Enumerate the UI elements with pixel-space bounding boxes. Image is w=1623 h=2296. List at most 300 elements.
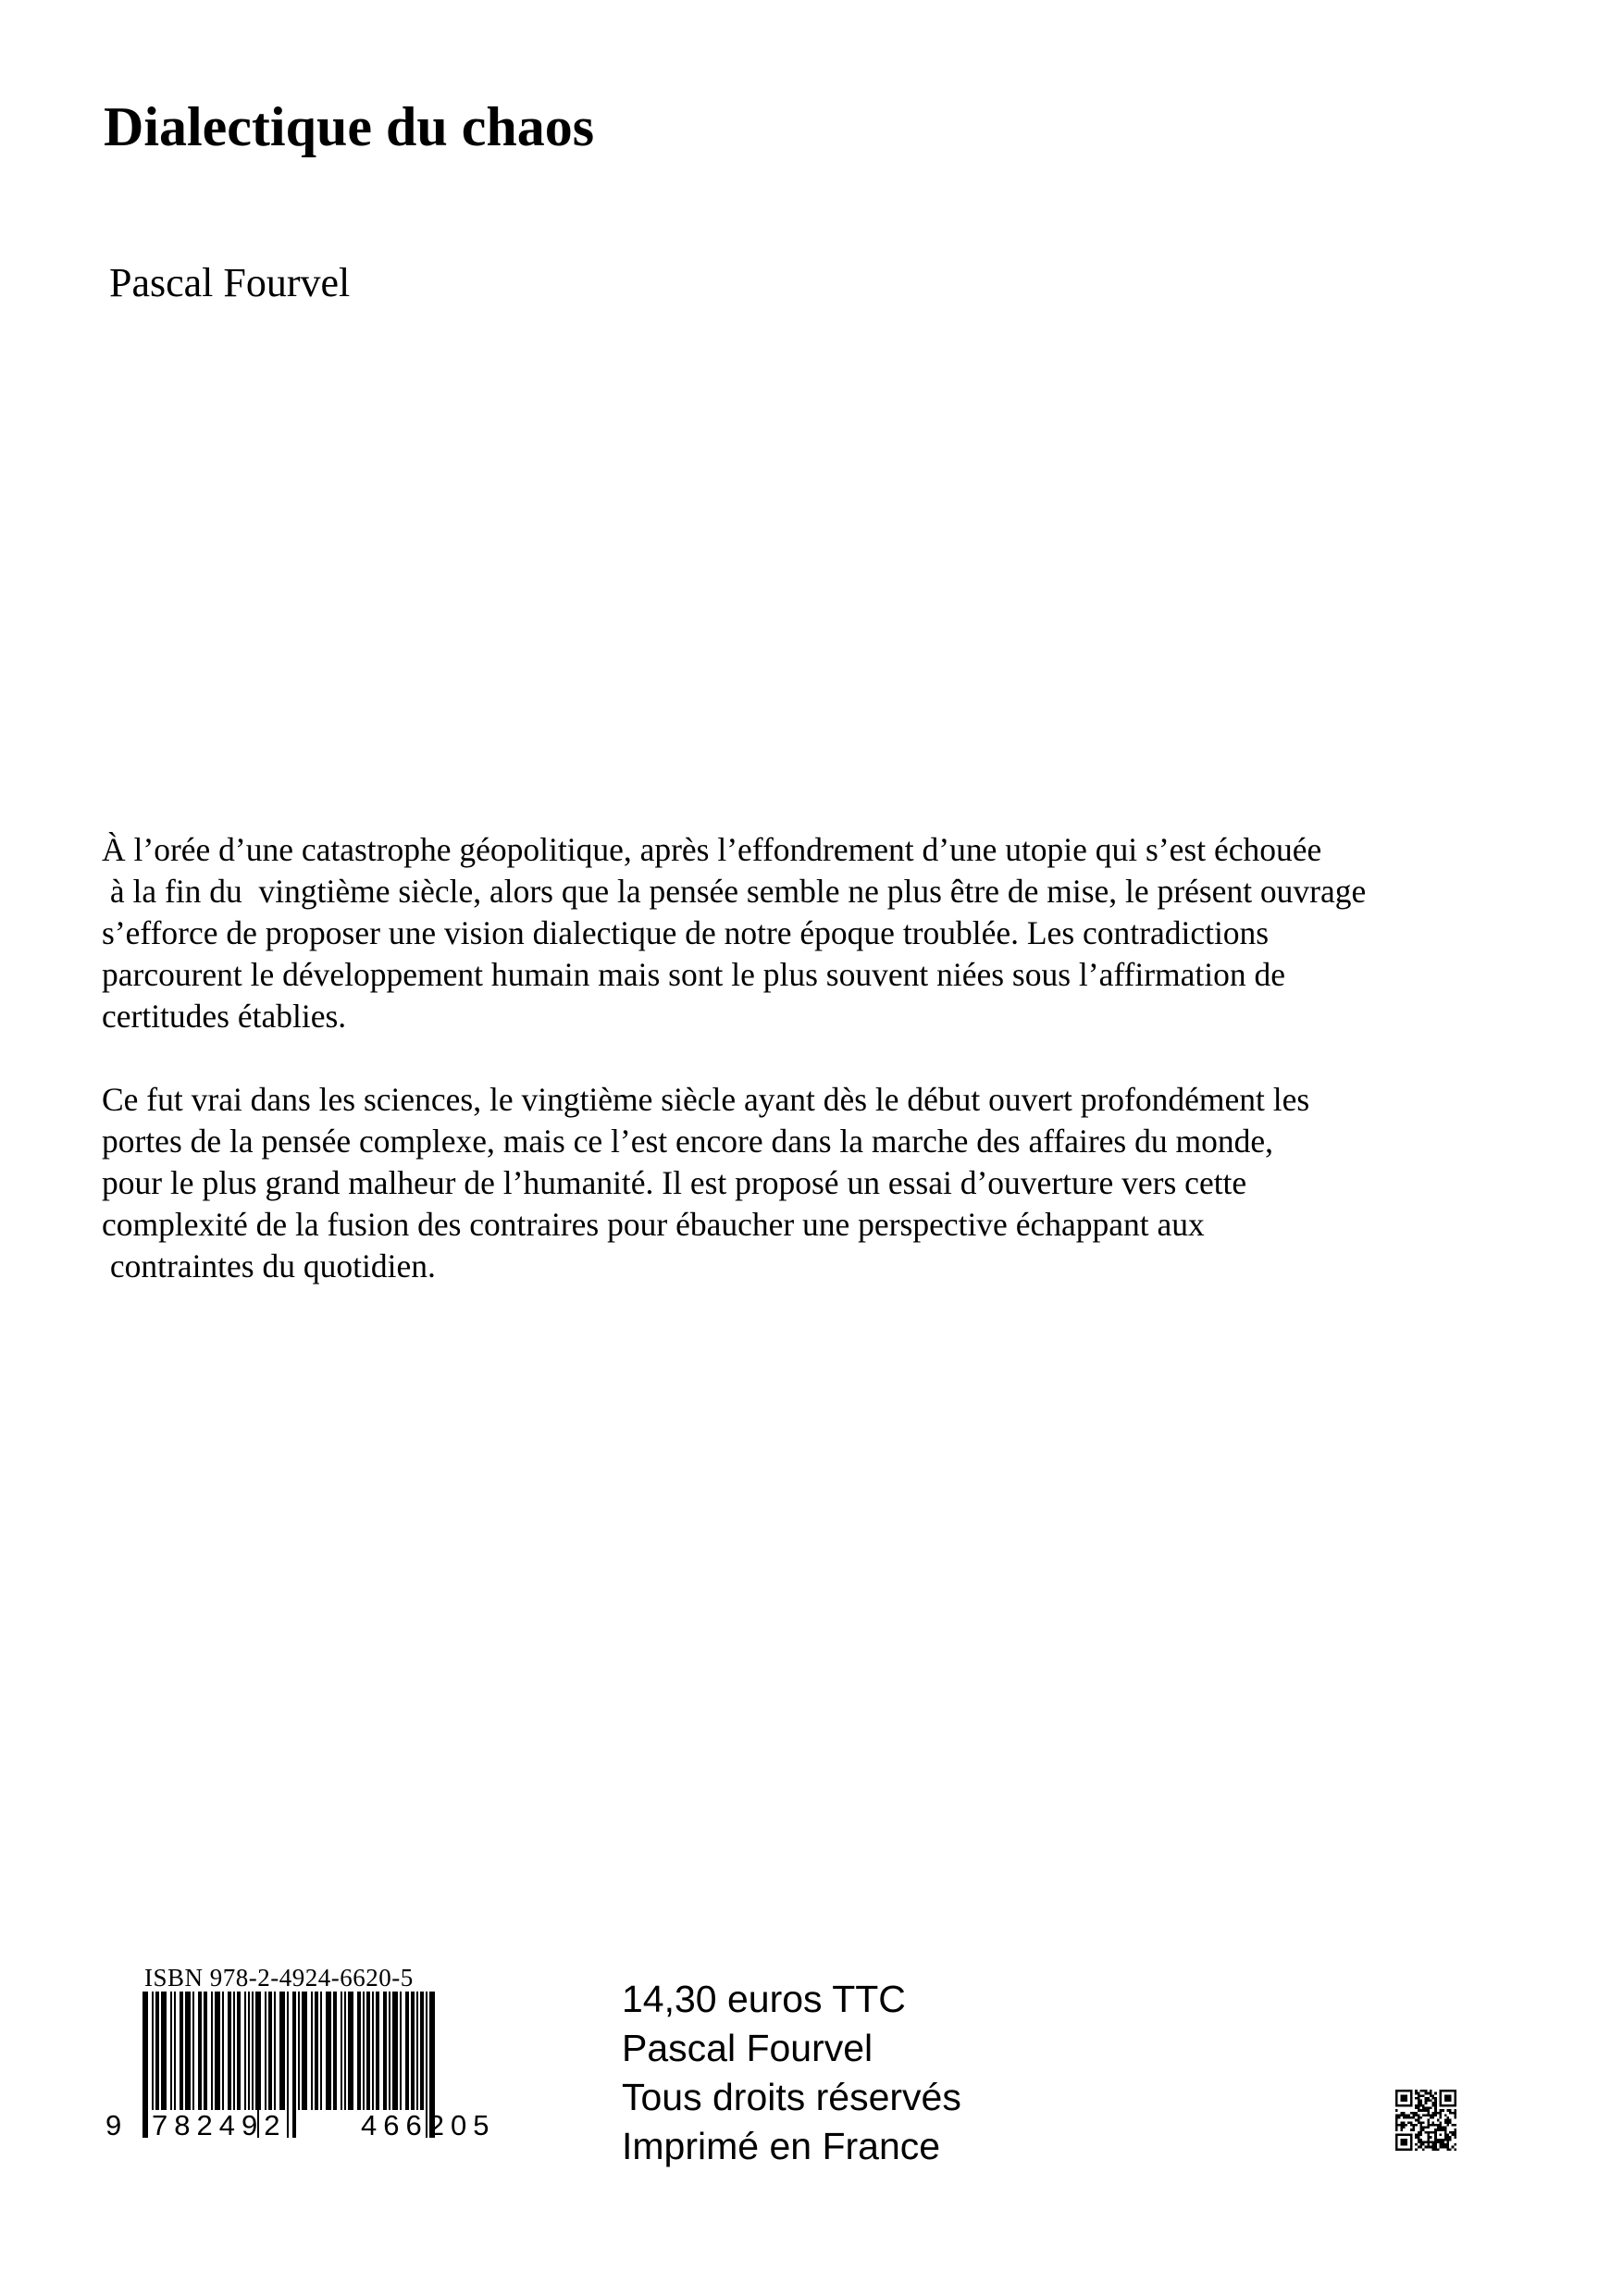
qr-module: [1410, 2116, 1413, 2119]
qr-module: [1418, 2092, 1420, 2095]
qr-module: [1440, 2114, 1443, 2116]
qr-module: [1432, 2143, 1435, 2146]
qr-module: [1422, 2127, 1425, 2129]
printed-in-text: Imprimé en France: [622, 2125, 941, 2167]
qr-module: [1412, 2112, 1415, 2115]
blurb-line: Ce fut vrai dans les sciences, le vingtième siècle ayant dès le début ouvert profondément les: [102, 1081, 1310, 1118]
qr-module: [1430, 2106, 1432, 2109]
qr-module: [1440, 2134, 1443, 2137]
qr-module: [1427, 2146, 1430, 2149]
qr-module: [1415, 2143, 1418, 2146]
qr-module: [1427, 2100, 1430, 2103]
qr-module: [1440, 2143, 1443, 2146]
qr-module: [1422, 2104, 1425, 2107]
qr-module: [1437, 2124, 1440, 2127]
qr-module: [1418, 2131, 1420, 2134]
qr-module: [1395, 2124, 1398, 2127]
qr-module: [1418, 2097, 1420, 2100]
qr-module: [1419, 2128, 1422, 2131]
barcode-bar: [389, 1992, 390, 2110]
barcode-bar: [396, 1992, 398, 2110]
qr-module: [1403, 2127, 1406, 2129]
qr-module: [1425, 2102, 1428, 2104]
qr-module: [1437, 2119, 1440, 2122]
qr-module: [1432, 2131, 1435, 2134]
qr-module: [1427, 2136, 1430, 2139]
barcode-bar: [192, 1992, 194, 2110]
barcode-bar: [292, 1992, 294, 2138]
barcode-bar: [368, 1992, 370, 2110]
qr-module: [1434, 2112, 1437, 2115]
qr-module: [1422, 2109, 1425, 2112]
qr-module: [1400, 2124, 1403, 2127]
qr-module: [1446, 2139, 1449, 2141]
qr-module: [1418, 2136, 1420, 2139]
qr-module: [1449, 2121, 1452, 2124]
barcode-bar: [407, 1992, 409, 2110]
barcode-bar: [163, 1992, 165, 2110]
isbn-barcode: [105, 1964, 498, 2145]
qr-module: [1419, 2127, 1422, 2129]
qr-module: [1444, 2146, 1447, 2149]
qr-module: [1412, 2124, 1415, 2127]
barcode-bar: [348, 1992, 350, 2110]
qr-module: [1434, 2092, 1437, 2095]
qr-module: [1398, 2124, 1401, 2127]
qr-module: [1415, 2136, 1418, 2139]
qr-module: [1430, 2131, 1432, 2134]
barcode-bar: [274, 1992, 276, 2110]
qr-module: [1427, 2127, 1430, 2129]
qr-module: [1442, 2141, 1444, 2143]
qr-module: [1432, 2116, 1435, 2119]
qr-module: [1427, 2097, 1430, 2100]
qr-module: [1444, 2127, 1447, 2129]
qr-module: [1419, 2131, 1422, 2134]
qr-module: [1430, 2090, 1432, 2092]
blurb-paragraph-1: [102, 829, 1582, 1037]
qr-module: [1422, 2128, 1425, 2131]
colophon: [622, 1975, 961, 2171]
qr-module: [1415, 2104, 1418, 2107]
qr-module: [1415, 2112, 1418, 2115]
qr-module: [1432, 2112, 1435, 2115]
barcode-bar: [170, 1992, 172, 2110]
qr-module: [1446, 2146, 1449, 2149]
barcode-bar: [328, 1992, 329, 2110]
qr-module: [1449, 2112, 1452, 2115]
qr-module: [1419, 2141, 1422, 2143]
qr-module: [1449, 2109, 1452, 2112]
barcode-bar: [211, 1992, 213, 2110]
qr-module: [1400, 2121, 1403, 2124]
qr-module: [1422, 2094, 1425, 2097]
qr-module: [1395, 2116, 1398, 2119]
qr-module: [1403, 2116, 1406, 2119]
qr-module: [1432, 2124, 1435, 2127]
qr-module: [1395, 2109, 1398, 2112]
barcode-bar: [363, 1992, 365, 2110]
qr-module: [1427, 2134, 1430, 2137]
qr-module: [1406, 2116, 1408, 2119]
qr-module: [1454, 2148, 1456, 2151]
barcode-bar: [335, 1992, 337, 2110]
barcode-bar: [237, 1992, 239, 2110]
qr-module: [1403, 2114, 1406, 2116]
qr-module: [1454, 2114, 1456, 2116]
isbn-label: ISBN 978-2-4924-6620-5: [144, 1964, 414, 1992]
barcode-bar: [265, 1992, 266, 2110]
qr-module: [1454, 2131, 1456, 2134]
qr-module: [1430, 2136, 1432, 2139]
barcode-bar: [185, 1992, 187, 2110]
qr-module: [1452, 2112, 1455, 2115]
qr-module: [1400, 2112, 1403, 2115]
barcode-bar: [222, 1992, 224, 2110]
qr-module: [1432, 2114, 1435, 2116]
qr-module: [1446, 2136, 1449, 2139]
barcode-bar: [198, 1992, 200, 2110]
qr-module: [1419, 2116, 1422, 2119]
qr-module: [1418, 2102, 1420, 2104]
qr-module: [1425, 2141, 1428, 2143]
barcode-bar: [333, 1992, 335, 2110]
barcode-bar: [233, 1992, 235, 2110]
qr-module: [1440, 2116, 1443, 2119]
barcode-bar: [281, 1992, 283, 2110]
qr-module: [1437, 2127, 1440, 2129]
barcode-bar: [416, 1992, 418, 2110]
barcode-bar: [341, 1992, 342, 2110]
qr-module: [1437, 2112, 1440, 2115]
qr-module: [1419, 2134, 1422, 2137]
barcode-bar: [287, 1992, 289, 2138]
qr-module: [1418, 2104, 1420, 2107]
qr-module: [1434, 2143, 1437, 2146]
qr-module: [1432, 2146, 1435, 2149]
qr-module: [1427, 2143, 1430, 2146]
qr-module: [1410, 2124, 1413, 2127]
qr-module: [1418, 2094, 1420, 2097]
barcode-bar: [217, 1992, 218, 2110]
qr-module: [1427, 2131, 1430, 2134]
barcode-bar: [268, 1992, 270, 2110]
qr-module: [1419, 2139, 1422, 2141]
qr-module: [1446, 2124, 1449, 2127]
qr-module: [1412, 2114, 1415, 2116]
qr-module: [1427, 2119, 1430, 2122]
barcode-bar: [383, 1992, 385, 2110]
qr-module: [1412, 2127, 1415, 2129]
qr-module: [1440, 2112, 1443, 2115]
qr-module: [1407, 2114, 1410, 2116]
qr-module: [1454, 2116, 1456, 2119]
qr-module: [1434, 2106, 1437, 2109]
qr-module: [1422, 2141, 1425, 2143]
qr-module: [1415, 2097, 1418, 2100]
qr-module: [1419, 2124, 1422, 2127]
barcode-bar: [144, 1992, 146, 2138]
qr-module: [1454, 2143, 1456, 2146]
qr-module: [1440, 2124, 1443, 2127]
barcode-bar: [357, 1992, 359, 2110]
barcode-bar: [181, 1992, 183, 2110]
barcode-bar: [161, 1992, 163, 2110]
qr-module: [1452, 2134, 1455, 2137]
qr-module: [1449, 2119, 1452, 2122]
qr-module: [1407, 2121, 1410, 2124]
qr-module: [1406, 2114, 1408, 2116]
qr-module: [1398, 2114, 1401, 2116]
barcode-bar: [255, 1992, 257, 2110]
barcode-bar: [298, 1992, 300, 2110]
qr-module: [1444, 2121, 1447, 2124]
back-cover-blurb: [102, 829, 1582, 1287]
qr-module: [1432, 2121, 1435, 2124]
qr-module: [1427, 2092, 1430, 2095]
barcode-bar: [270, 1992, 272, 2110]
barcode-bar: [204, 1992, 205, 2110]
barcode-bar: [392, 1992, 394, 2110]
barcode-left-digits: 782492: [152, 2109, 287, 2141]
blurb-line: certitudes établies.: [102, 998, 347, 1035]
qr-module: [1415, 2119, 1418, 2122]
qr-module: [1427, 2139, 1430, 2141]
qr-module: [1422, 2106, 1425, 2109]
qr-module: [1422, 2148, 1425, 2151]
qr-module: [1418, 2141, 1420, 2143]
qr-module: [1434, 2146, 1437, 2149]
barcode-bar: [422, 1992, 424, 2110]
qr-module: [1434, 2100, 1437, 2103]
qr-module: [1446, 2121, 1449, 2124]
qr-module: [1400, 2114, 1403, 2116]
qr-module: [1452, 2131, 1455, 2134]
qr-module: [1410, 2112, 1413, 2115]
qr-module: [1403, 2121, 1406, 2124]
barcode-bar: [305, 1992, 307, 2110]
barcode-right-digits: 466205: [361, 2109, 496, 2141]
qr-module: [1442, 2109, 1444, 2112]
barcode-bar: [283, 1992, 285, 2110]
barcode-bar: [200, 1992, 202, 2110]
blurb-line: parcourent le développement humain mais sont le plus souvent niées sous l’affirmation de: [102, 956, 1286, 993]
barcode-bar: [352, 1992, 353, 2110]
barcode-bar: [376, 1992, 378, 2110]
qr-module: [1442, 2143, 1444, 2146]
qr-module: [1418, 2134, 1420, 2137]
barcode-bar: [359, 1992, 361, 2110]
qr-module: [1427, 2141, 1430, 2143]
barcode-bar: [180, 1992, 181, 2110]
qr-module: [1437, 2148, 1440, 2151]
barcode-bar: [157, 1992, 159, 2110]
qr-module: [1419, 2146, 1422, 2149]
qr-module: [1434, 2114, 1437, 2116]
blurb-line: portes de la pensée complexe, mais ce l’est encore dans la marche des affaires du monde,: [102, 1123, 1273, 1160]
price-text: 14,30 euros TTC: [622, 1978, 906, 2020]
barcode-bar: [152, 1992, 154, 2110]
qr-module: [1432, 2148, 1435, 2151]
qr-module: [1434, 2148, 1437, 2151]
barcode-bar: [259, 1992, 261, 2110]
barcode-bar: [394, 1992, 396, 2110]
barcode-bar: [228, 1992, 229, 2110]
qr-module: [1440, 2121, 1443, 2124]
qr-module: [1425, 2100, 1428, 2103]
qr-module: [1454, 2109, 1456, 2112]
qr-module: [1415, 2134, 1418, 2137]
qr-module: [1419, 2094, 1422, 2097]
qr-module: [1442, 2127, 1444, 2129]
qr-module: [1418, 2106, 1420, 2109]
barcode-bar: [385, 1992, 387, 2110]
qr-module: [1425, 2127, 1428, 2129]
barcode-lead-digit: 9: [105, 2109, 122, 2141]
barcode-bar: [174, 1992, 176, 2110]
qr-module: [1444, 2143, 1447, 2146]
qr-module: [1422, 2114, 1425, 2116]
qr-module: [1444, 2119, 1447, 2122]
qr-module: [1446, 2148, 1449, 2151]
qr-module: [1425, 2090, 1428, 2092]
barcode-bar: [244, 1992, 246, 2110]
qr-module: [1419, 2121, 1422, 2124]
qr-module: [1446, 2143, 1449, 2146]
barcode-bar: [252, 1992, 254, 2110]
qr-module: [1410, 2121, 1413, 2124]
qr-module: [1403, 2112, 1406, 2115]
qr-module: [1427, 2106, 1430, 2109]
qr-module: [1418, 2121, 1420, 2124]
qr-module: [1410, 2128, 1413, 2131]
blurb-line: pour le plus grand malheur de l’humanité. Il est proposé un essai d’ouverture vers cette: [102, 1164, 1247, 1201]
qr-module: [1406, 2124, 1408, 2127]
barcode-bar: [279, 1992, 281, 2110]
blurb-line: contraintes du quotidien.: [102, 1247, 436, 1285]
qr-module: [1452, 2146, 1455, 2149]
qr-module: [1430, 2146, 1432, 2149]
qr-module: [1395, 2119, 1398, 2122]
qr-module: [1434, 2104, 1437, 2107]
qr-module: [1437, 2141, 1440, 2143]
qr-module: [1442, 2146, 1444, 2149]
qr-module: [1454, 2128, 1456, 2131]
qr-module: [1407, 2116, 1410, 2119]
barcode-bar: [378, 1992, 379, 2110]
qr-module: [1415, 2106, 1418, 2109]
book-title: Dialectique du chaos: [104, 96, 595, 157]
qr-module: [1449, 2131, 1452, 2134]
qr-module: [1422, 2143, 1425, 2146]
colophon-author: Pascal Fourvel: [622, 2027, 873, 2069]
barcode-bar: [165, 1992, 167, 2110]
qr-module: [1440, 2146, 1443, 2149]
qr-module: [1454, 2124, 1456, 2127]
blurb-paragraph-2: [102, 1079, 1582, 1287]
barcode-bar: [413, 1992, 415, 2110]
qr-module: [1419, 2143, 1422, 2146]
qr-module: [1430, 2124, 1432, 2127]
qr-module: [1395, 2114, 1398, 2116]
qr-module: [1446, 2109, 1449, 2112]
qr-module: [1418, 2139, 1420, 2141]
qr-module: [1432, 2141, 1435, 2143]
qr-module: [1415, 2124, 1418, 2127]
qr-module: [1418, 2119, 1420, 2122]
qr-module: [1412, 2128, 1415, 2131]
barcode-bar: [400, 1992, 402, 2110]
qr-module: [1446, 2141, 1449, 2143]
barcode-bar: [350, 1992, 352, 2110]
qr-module: [1418, 2100, 1420, 2103]
qr-module: [1449, 2136, 1452, 2139]
barcode-bar: [294, 1992, 296, 2138]
qr-module: [1446, 2134, 1449, 2137]
qr-module: [1430, 2141, 1432, 2143]
barcode-bar: [366, 1992, 368, 2110]
qr-module: [1400, 2128, 1403, 2131]
qr-module: [1395, 2121, 1398, 2124]
qr-module: [1432, 2102, 1435, 2104]
barcode-bar: [372, 1992, 374, 2110]
qr-module: [1395, 2127, 1398, 2129]
qr-module: [1440, 2141, 1443, 2143]
qr-module: [1434, 2097, 1437, 2100]
qr-module: [1452, 2124, 1455, 2127]
qr-module: [1418, 2114, 1420, 2116]
qr-module: [1427, 2124, 1430, 2127]
barcode-bar: [320, 1992, 322, 2110]
qr-module: [1444, 2094, 1452, 2102]
qr-module: [1419, 2109, 1422, 2112]
qr-module: [1432, 2094, 1435, 2097]
barcode-bar: [405, 1992, 407, 2110]
qr-module: [1430, 2114, 1432, 2116]
qr-module: [1449, 2139, 1452, 2141]
barcode-bar: [302, 1992, 304, 2110]
qr-module: [1440, 2127, 1443, 2129]
blurb-line: à la fin du vingtième siècle, alors que la pensée semble ne plus être de mise, le présent ouvrage: [102, 873, 1367, 910]
qr-module: [1412, 2116, 1415, 2119]
qr-module: [1425, 2131, 1428, 2134]
barcode-bar: [146, 1992, 148, 2138]
qr-module: [1400, 2139, 1407, 2146]
qr-module: [1415, 2148, 1418, 2151]
qr-module: [1432, 2097, 1435, 2100]
qr-module: [1425, 2097, 1428, 2100]
barcode-bar: [329, 1992, 331, 2110]
qr-module: [1430, 2092, 1432, 2095]
qr-module: [1422, 2090, 1425, 2092]
barcode-bar: [316, 1992, 318, 2110]
barcode-bar: [218, 1992, 220, 2110]
qr-module: [1449, 2148, 1452, 2151]
qr-module: [1434, 2124, 1437, 2127]
blurb-line: complexité de la fusion des contraires pour ébaucher une perspective échappant aux: [102, 1206, 1205, 1243]
barcode-bar: [344, 1992, 346, 2110]
qr-module: [1395, 2128, 1398, 2131]
qr-module: [1418, 2116, 1420, 2119]
qr-module: [1434, 2102, 1437, 2104]
barcode-bar: [420, 1992, 422, 2110]
qr-module: [1430, 2100, 1432, 2103]
qr-module: [1425, 2114, 1428, 2116]
barcode-bar: [205, 1992, 207, 2110]
qr-module: [1440, 2109, 1443, 2112]
barcode-bar: [155, 1992, 157, 2110]
qr-module: [1419, 2090, 1422, 2092]
